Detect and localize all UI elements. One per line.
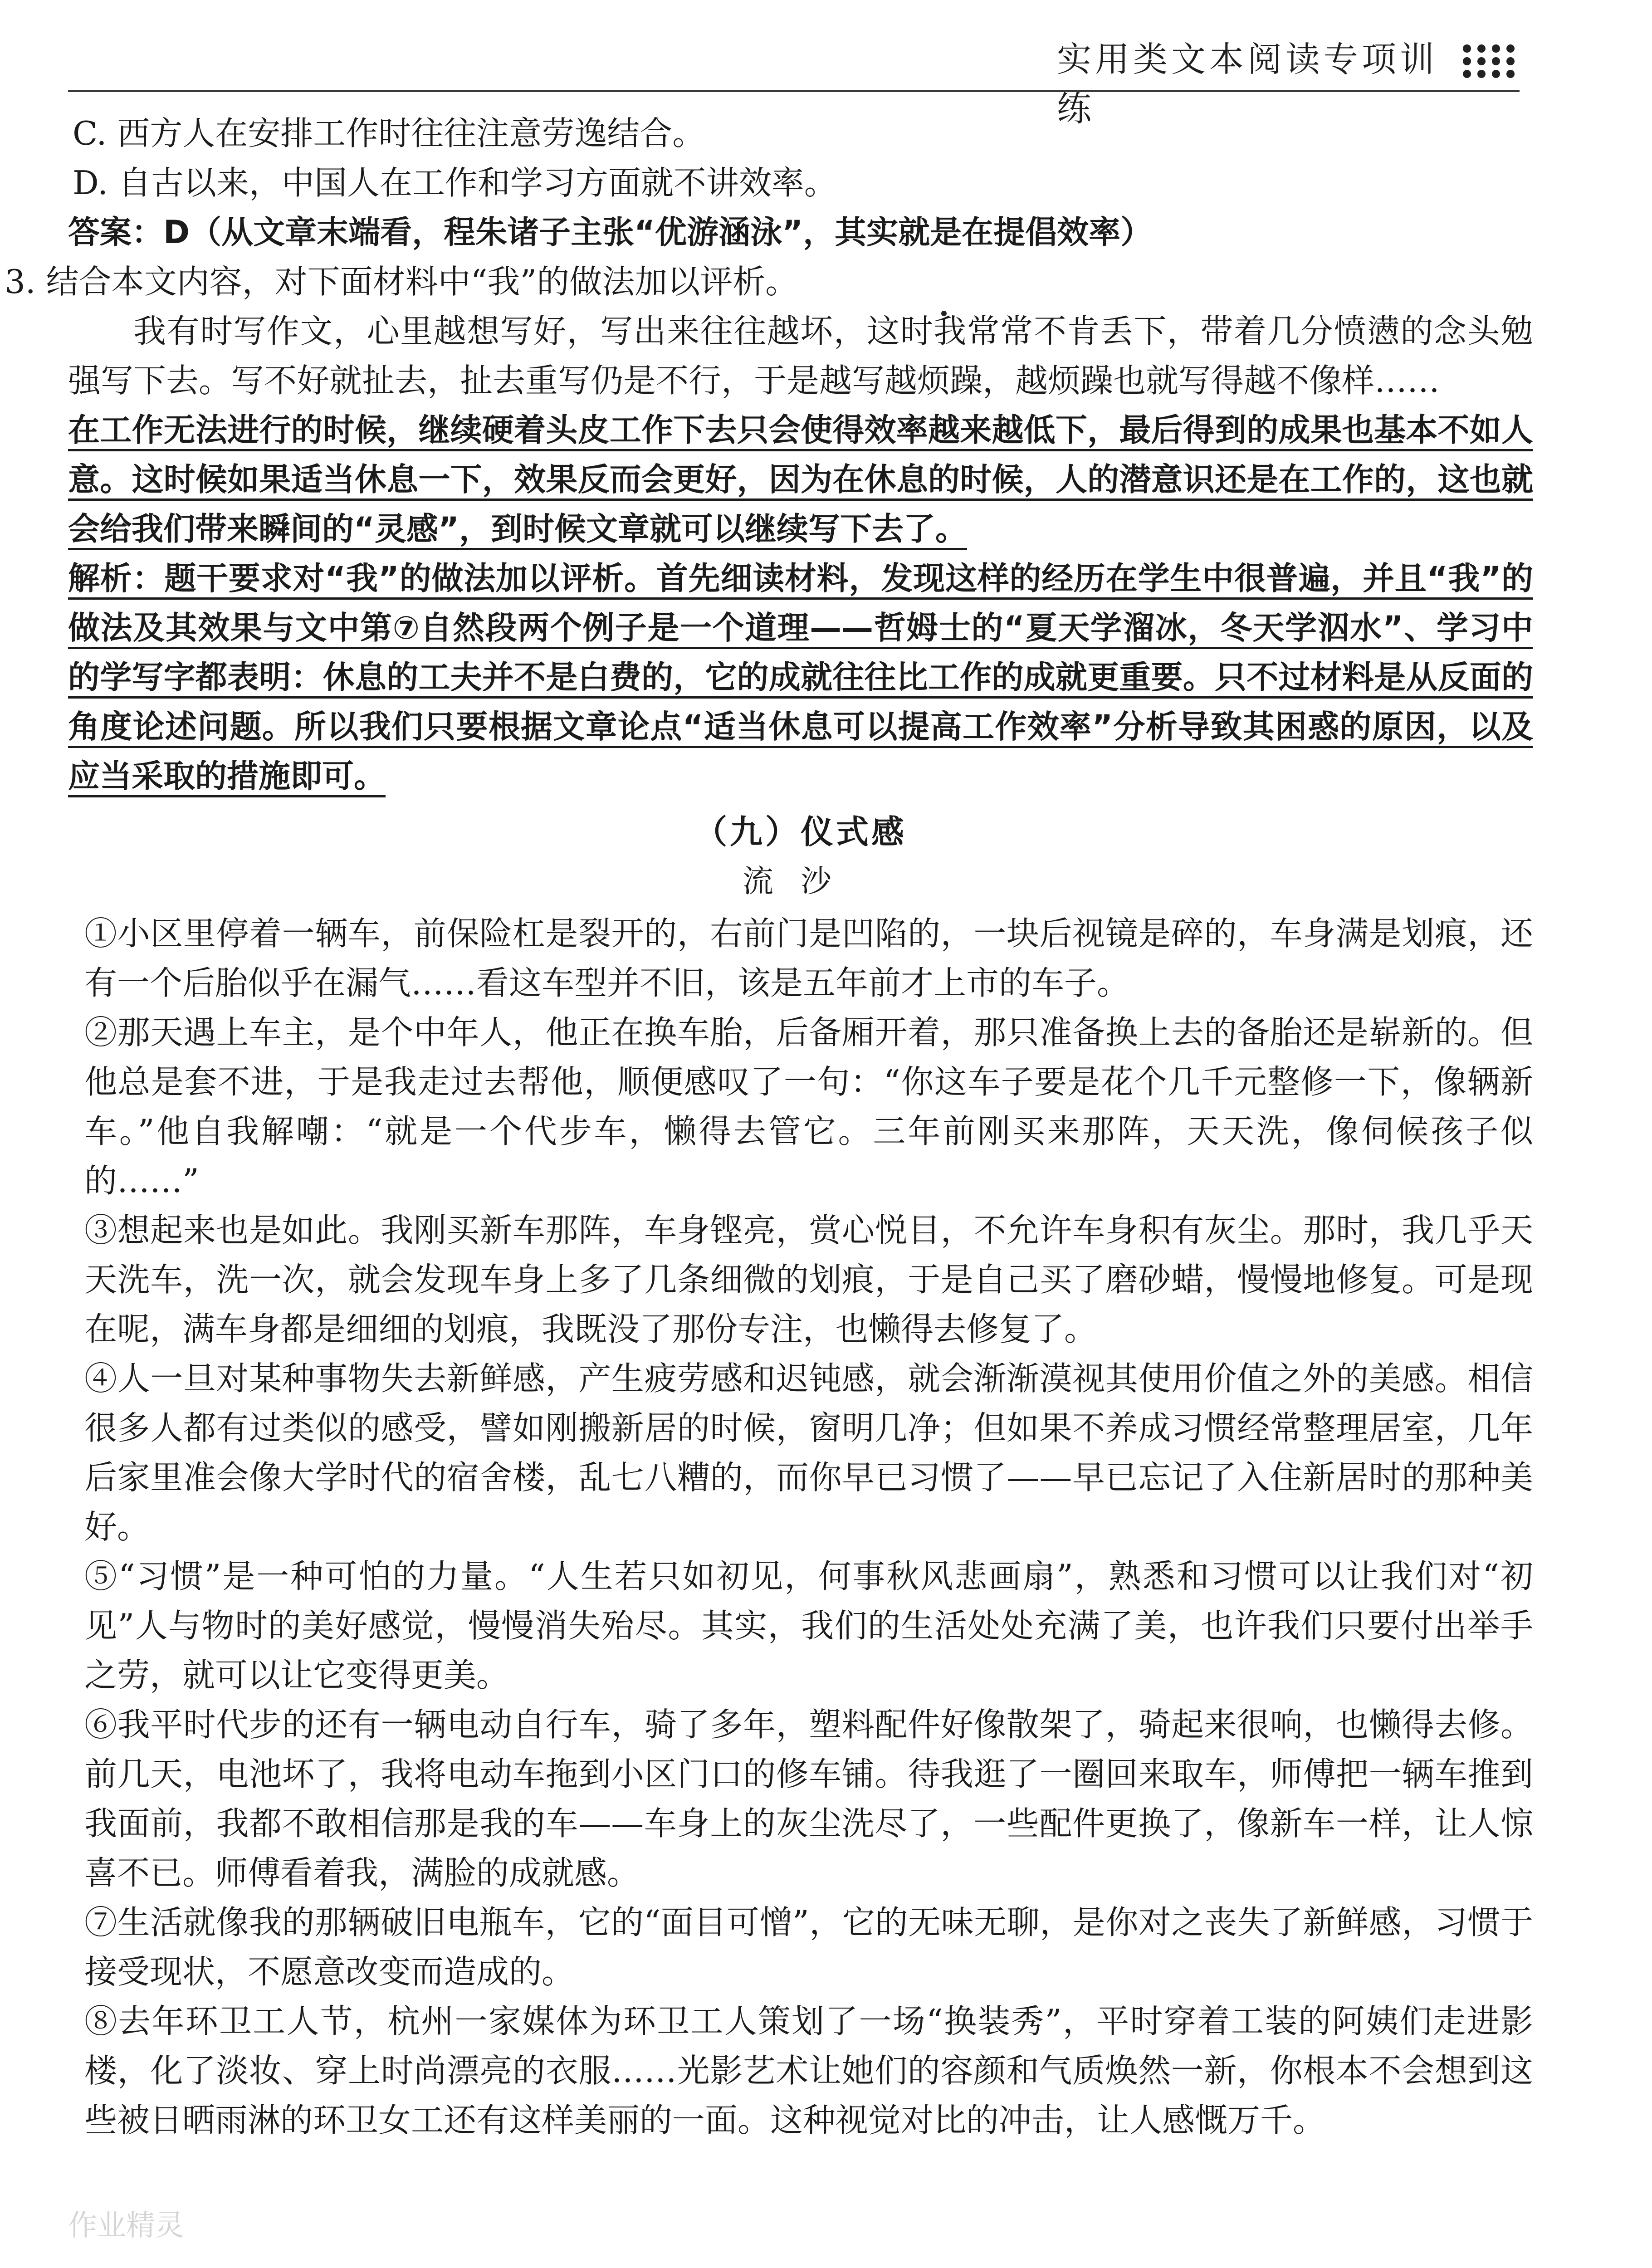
watermark: 作业精灵 xyxy=(68,2209,184,2243)
article-author: 流沙 xyxy=(742,864,859,899)
watermark xyxy=(111,2263,227,2268)
answer-q2: 答案：D（从文章末端看，程朱诸子主张“优游涵泳”，其实就是在提倡效率） xyxy=(68,214,1153,251)
question-3-material: 我有时写作文，心里越想写好，写出来往往越坏，这时我常常不肯丢下，带着几分愤懑的念头勉强写下去。写不好就扯去，扯去重写仍是不行，于是越写越烦躁，越烦躁也就写得越不像样…… xyxy=(68,312,1533,400)
page-content xyxy=(5,109,1533,2145)
header-divider xyxy=(68,90,1520,92)
section-title: （九）仪式感 xyxy=(694,813,907,851)
article-paragraph-3: ③想起来也是如此。我刚买新车那阵，车身铿亮，赏心悦目，不允许车身积有灰尘。那时，我几乎天天洗车，洗一次，就会发现车身上多了几条细微的划痕，于是自己买了磨砂蜡，慢慢地修复。可是现在呢，满车身都是细细的划痕，我既没了那份专注，也懒得去修复了。 xyxy=(84,1211,1533,1348)
article-paragraph-2: ②那天遇上车主，是个中年人，他正在换车胎，后备厢开着，那只准备换上去的备胎还是崭新的。但他总是套不进，于是我走过去帮他，顺便感叹了一句：“你这车子要是花个几千元整修一下，像辆新车。”他自我解嘲：“就是一个代步车，懒得去管它。三年前刚买来那阵，天天洗，像伺候孩子似的……” xyxy=(84,1013,1533,1200)
header-dots-ornament xyxy=(1463,44,1526,77)
option-d: D. 自古以来，中国人在工作和学习方面就不讲效率。 xyxy=(73,164,837,202)
article-paragraph-1: ①小区里停着一辆车，前保险杠是裂开的，右前门是凹陷的，一块后视镜是碎的，车身满是划痕，还有一个后胎似乎在漏气……看这车型并不旧，该是五年前才上市的车子。 xyxy=(84,914,1533,1002)
question-3-prompt: 3. 结合本文内容，对下面材料中“我”的做法加以评析。 xyxy=(5,263,798,301)
question-3-analysis: 解析：题干要求对“我”的做法加以评析。首先细读材料，发现这样的经历在学生中很普遍，并且“我”的做法及其效果与文中第⑦自然段两个例子是一个道理——哲姆士的“夏天学溜冰，冬天学泅水”、学习中的学写字都表明：休息的工夫并不是白费的，它的成就往往比工作的成就更重要。只不过材料是从反面的角度论述问题。所以我们只要根据文章论点“适当休息可以提高工作效率”分析导致其困惑的原因，以及应当采取的措施即可。 xyxy=(68,560,1533,795)
article-paragraph-5: ⑤“习惯”是一种可怕的力量。“人生若只如初见，何事秋风悲画扇”，熟悉和习惯可以让我们对“初见”人与物时的美好感觉，慢慢消失殆尽。其实，我们的生活处处充满了美，也许我们只要付出举手之劳，就可以让它变得更美。 xyxy=(84,1557,1533,1694)
article-paragraph-6: ⑥我平时代步的还有一辆电动自行车，骑了多年，塑料配件好像散架了，骑起来很响，也懒得去修。前几天，电池坏了，我将电动车拖到小区门口的修车铺。待我逛了一圈回来取车，师傅把一辆车推到我面前，我都不敢相信那是我的车——车身上的灰尘洗尽了，一些配件更换了，像新车一样，让人惊喜不已。师傅看着我，满脸的成就感。 xyxy=(84,1706,1533,1892)
header-title: 实用类文本阅读专项训练 xyxy=(1057,39,1438,129)
question-3-answer: 在工作无法进行的时候，继续硬着头皮工作下去只会使得效率越来越低下，最后得到的成果也基本不如人意。这时候如果适当休息一下，效果反而会更好，因为在休息的时候，人的潜意识还是在工作的，这也就会给我们带来瞬间的“灵感”，到时候文章就可以继续写下去了。 xyxy=(68,411,1533,547)
article-paragraph-8: ⑧去年环卫工人节，杭州一家媒体为环卫工人策划了一场“换装秀”，平时穿着工装的阿姨们走进影楼，化了淡妆、穿上时尚漂亮的衣服……光影艺术让她们的容颜和气质焕然一新，你根本不会想到这些被日晒雨淋的环卫女工还有这样美丽的一面。这种视觉对比的冲击，让人感慨万千。 xyxy=(84,2002,1533,2139)
article-paragraph-7: ⑦生活就像我的那辆破旧电瓶车，它的“面目可憎”，它的无味无聊，是你对之丧失了新鲜感，习惯于接受现状，不愿意改变而造成的。 xyxy=(84,1903,1533,1991)
article-paragraph-4: ④人一旦对某种事物失去新鲜感，产生疲劳感和迟钝感，就会渐渐漠视其使用价值之外的美感。相信很多人都有过类似的感受，譬如刚搬新居的时候，窗明几净；但如果不养成习惯经常整理居室，几年后家里准会像大学时代的宿舍楼，乱七八糟的，而你早已习惯了——早已忘记了入住新居时的那种美好。 xyxy=(84,1359,1533,1546)
option-c: C. 西方人在安排工作时往往注意劳逸结合。 xyxy=(73,114,705,152)
